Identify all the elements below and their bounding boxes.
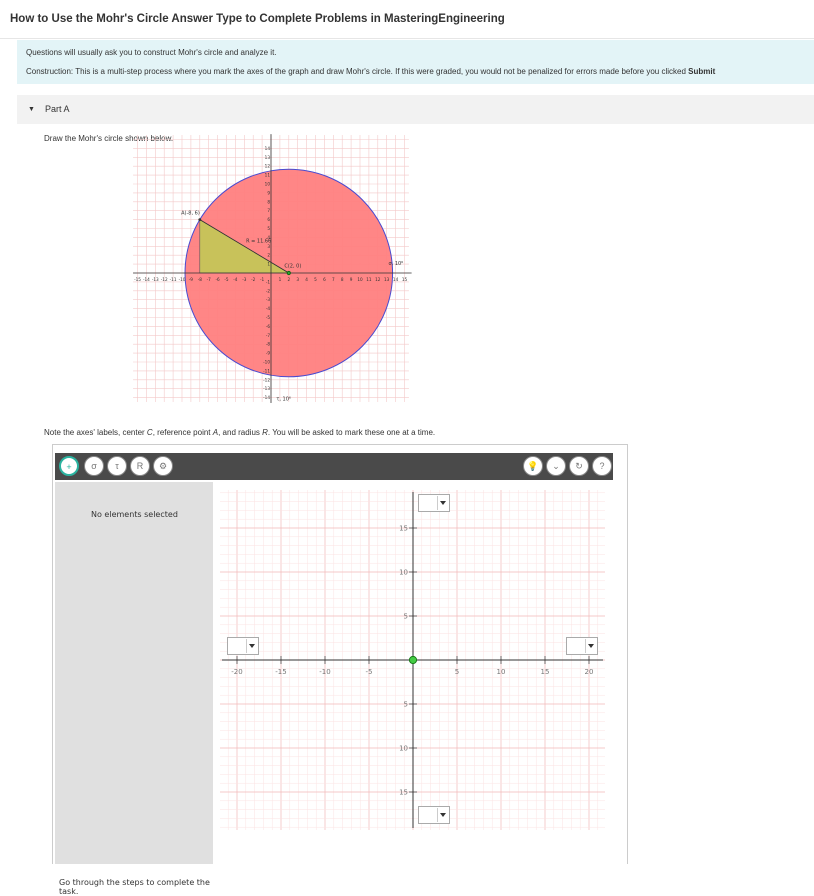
x-tick-label: -12 xyxy=(160,277,168,282)
x-tick-label: 2 xyxy=(287,277,291,282)
y-tick-label: 5 xyxy=(403,700,408,709)
y-tick-label: -1 xyxy=(265,279,270,285)
y-tick-label: 7 xyxy=(267,208,270,214)
x-tick-label: 7 xyxy=(331,277,335,282)
y-tick-label: -3 xyxy=(265,297,270,303)
y-tick-label: 4 xyxy=(267,234,270,240)
y-tick-label: 15 xyxy=(399,788,408,797)
y-tick-label: -14 xyxy=(263,395,270,401)
y-tick-label: -8 xyxy=(265,341,270,347)
x-tick-label: 15 xyxy=(401,277,408,282)
y-tick-label: 5 xyxy=(267,226,270,231)
point-a-label: A(-8, 6) xyxy=(181,210,200,217)
x-tick-label: 20 xyxy=(584,668,594,676)
y-tick-label: 15 xyxy=(399,524,408,533)
x-tick-label: -20 xyxy=(231,668,243,676)
graph-svg[interactable] xyxy=(216,482,609,837)
y-tick-label: 14 xyxy=(264,145,270,151)
hint-icon[interactable]: 💡 xyxy=(523,456,543,476)
x-tick-label: 9 xyxy=(349,277,353,282)
x-tick-label: -15 xyxy=(134,277,141,282)
x-tick-label: 15 xyxy=(540,668,550,676)
settings-tool-icon[interactable]: ⚙ xyxy=(153,456,173,476)
intro-submit-word: Submit xyxy=(688,67,716,76)
y-axis-bottom-label-dropdown[interactable] xyxy=(418,806,450,824)
y-tick-label: 12 xyxy=(264,163,270,169)
y-tick-label: 3 xyxy=(267,243,270,249)
y-tick-label: 11 xyxy=(264,172,270,178)
x-tick-label: -11 xyxy=(169,277,177,282)
y-tick-label: 6 xyxy=(267,217,270,223)
y-tick-label: -5 xyxy=(265,315,270,320)
x-tick-label: 1 xyxy=(278,277,282,282)
x-tick-label: 4 xyxy=(305,277,308,282)
tool-toolbar xyxy=(55,453,613,480)
task-hint: Go through the steps to complete the task. xyxy=(59,878,210,896)
x-tick-label: 3 xyxy=(296,277,300,282)
note-part-3: , and radius xyxy=(218,428,263,437)
tool-side-panel xyxy=(55,482,213,896)
x-tick-label: -10 xyxy=(178,277,186,282)
x-tick-label: -14 xyxy=(142,277,150,282)
point-tool-icon[interactable]: τ xyxy=(107,456,127,476)
center-label: C(2, 0) xyxy=(284,263,302,270)
x-tick-label: -5 xyxy=(365,668,373,676)
y-tick-label: -10 xyxy=(263,359,270,365)
note-text xyxy=(44,428,435,437)
page-title: How to Use the Mohr's Circle Answer Type to Complete Problems in MasteringEngineering xyxy=(10,13,505,25)
x-tick-label: -15 xyxy=(275,668,287,676)
x-tick-label: -6 xyxy=(215,277,220,282)
origin-handle[interactable] xyxy=(409,656,416,663)
x-tick-label: 5 xyxy=(454,668,460,676)
y-tick-label: -7 xyxy=(265,332,270,338)
y-tick-label: 2 xyxy=(267,252,270,258)
x-tick-label: 8 xyxy=(340,277,344,282)
intro-line-2-text: Construction: This is a multi-step process where you mark the axes of the graph and draw Mohr's circle. If this were graded, you would not be penalized for errors made before you clicked xyxy=(26,67,689,76)
note-part-2: , reference point xyxy=(152,428,213,437)
point-a-marker xyxy=(198,218,201,221)
radius-label: R = 11.66 xyxy=(246,238,272,245)
x-tick-label: -5 xyxy=(224,277,229,282)
mohr-figure-svg xyxy=(134,145,423,412)
x-tick-label: 13 xyxy=(384,277,390,282)
x-tick-label: -9 xyxy=(188,277,193,282)
x-tick-label: -7 xyxy=(206,277,211,282)
center-marker xyxy=(287,271,290,274)
y-tick-label: -11 xyxy=(263,368,270,374)
part-a-header[interactable] xyxy=(17,95,814,124)
intro-line-1: Questions will usually ask you to construct Mohr's circle and analyze it. xyxy=(26,48,277,57)
note-radius-symbol: R xyxy=(262,428,268,437)
instruction-text: Draw the Mohr's circle shown below. xyxy=(44,134,174,143)
x-tick-label: 6 xyxy=(323,277,326,282)
y-tick-label: 10 xyxy=(399,744,408,753)
tau-axis-label: τ, 10⁶ xyxy=(276,396,291,403)
mohr-circle-figure xyxy=(134,145,423,417)
x-tick-label: 10 xyxy=(357,277,363,282)
y-tick-label: 10 xyxy=(264,181,270,187)
x-axis-label-dropdown[interactable] xyxy=(566,637,598,655)
x-tick-label: -8 xyxy=(197,277,202,282)
title-divider xyxy=(0,38,814,39)
reset-icon[interactable]: ↻ xyxy=(569,456,589,476)
more-options-icon[interactable]: ⌄ xyxy=(546,456,566,476)
x-tick-label: -13 xyxy=(151,277,159,282)
x-tick-label: 12 xyxy=(375,277,381,282)
circle-tool-icon[interactable]: R xyxy=(130,456,150,476)
graph-canvas[interactable] xyxy=(216,482,609,837)
x-tick-label: 10 xyxy=(496,668,506,676)
y-tick-label: 9 xyxy=(267,190,270,196)
x-tick-label: -10 xyxy=(319,668,331,676)
help-icon[interactable]: ? xyxy=(592,456,612,476)
y-tick-label: 1 xyxy=(267,261,270,267)
selection-status: No elements selected xyxy=(91,510,178,519)
x-axis-left-label-dropdown[interactable] xyxy=(227,637,259,655)
intro-panel xyxy=(17,40,814,84)
note-point-symbol: A xyxy=(212,428,219,437)
x-tick-label: -1 xyxy=(260,277,265,282)
sigma-axis-label: σ, 10⁶ xyxy=(388,260,404,267)
x-tick-label: 11 xyxy=(366,277,372,282)
note-part-1: Note the axes' labels, center xyxy=(44,428,147,437)
y-tick-label: -2 xyxy=(265,288,270,294)
y-tick-label: -9 xyxy=(265,350,270,356)
y-tick-label: -6 xyxy=(265,323,270,329)
y-tick-label: -13 xyxy=(263,386,270,392)
y-axis-label-dropdown[interactable] xyxy=(418,494,450,512)
axis-labels-tool-icon[interactable]: σ xyxy=(84,456,104,476)
y-tick-label: 5 xyxy=(403,612,408,621)
x-tick-label: -4 xyxy=(233,277,238,282)
x-tick-label: -3 xyxy=(242,277,247,282)
collapse-caret-icon[interactable]: ▼ xyxy=(28,106,35,113)
y-tick-label: -12 xyxy=(263,377,270,383)
note-part-4: . You will be asked to mark these one at a time. xyxy=(267,428,436,437)
y-tick-label: 10 xyxy=(399,568,408,577)
x-tick-label: 5 xyxy=(314,277,317,282)
x-tick-label: 14 xyxy=(392,277,399,282)
y-tick-label: 8 xyxy=(267,199,270,205)
part-label[interactable]: Part A xyxy=(45,104,70,114)
origin-tool-icon[interactable]: + xyxy=(59,456,79,476)
y-tick-label: -4 xyxy=(265,306,270,312)
note-center-symbol: C xyxy=(146,428,153,437)
intro-line-2 xyxy=(26,67,715,76)
y-tick-label: 13 xyxy=(264,154,270,160)
mohr-circle-tool xyxy=(52,444,628,896)
x-tick-label: -2 xyxy=(251,277,256,282)
